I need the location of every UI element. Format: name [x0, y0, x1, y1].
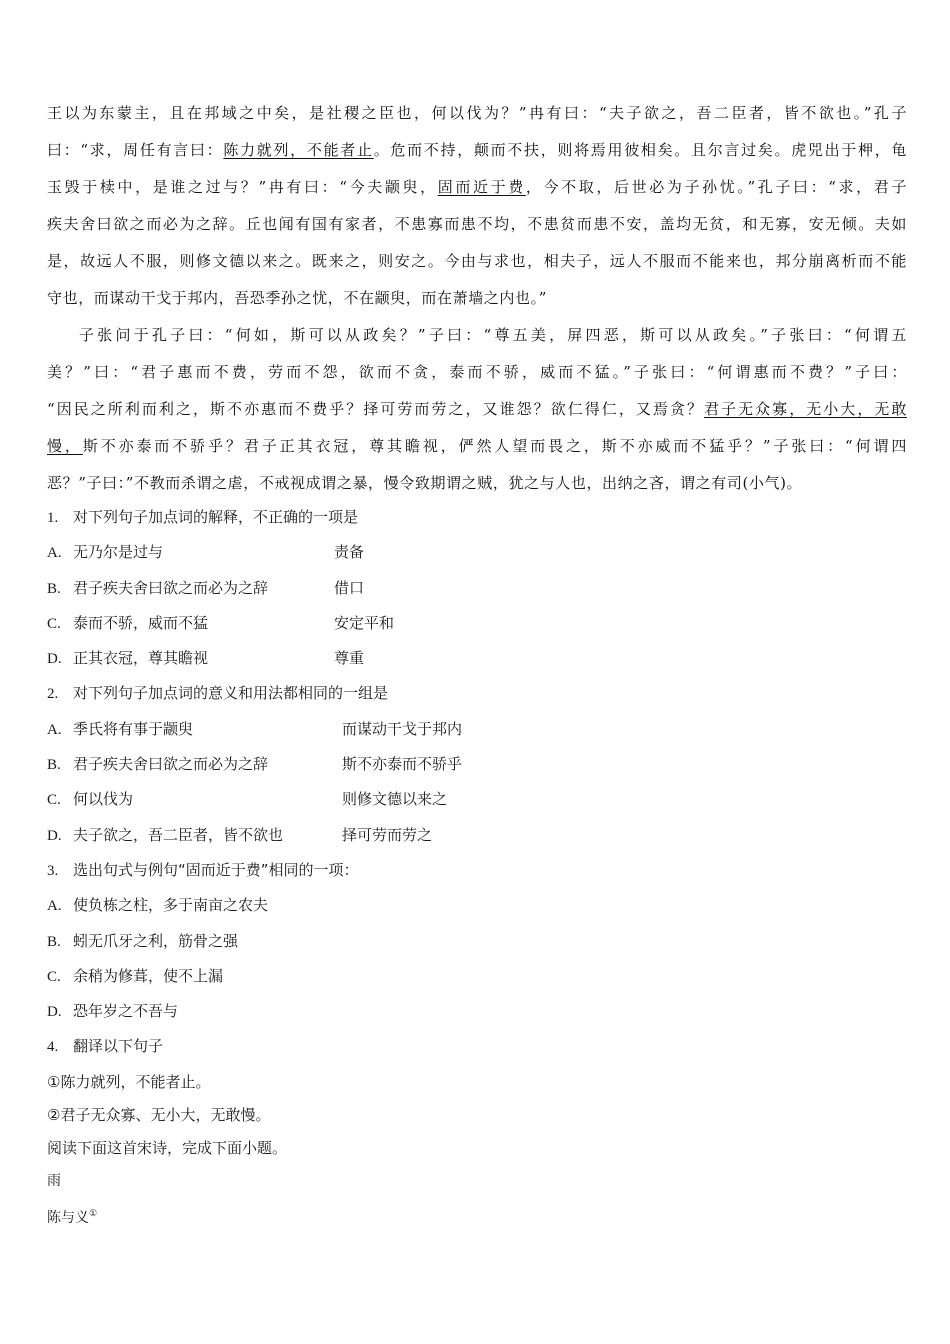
- passage-line: [47, 246, 907, 283]
- option-text: 无乃尔是过与: [73, 543, 164, 562]
- question-1-stem: [47, 503, 907, 538]
- passage-text: 疾夫舍曰欲之而必为之辞。丘也闻有国有家者，不患寡而患不均，不患贫而患不安，盖均无贫，和无寡，安无倾。夫如: [47, 215, 907, 233]
- question-number: 4.: [47, 1039, 59, 1056]
- passage-line: [47, 468, 907, 505]
- option-explanation: 责备: [334, 543, 365, 562]
- option-text: 蚓无爪牙之利，筋骨之强: [73, 931, 239, 950]
- poem-author-text: 陈与义: [47, 1209, 89, 1226]
- instruction-text: 阅读下面这首宋诗，完成下面小题。: [47, 1138, 288, 1157]
- question-stem: 选出句式与例句“固而近于费”相同的一项：: [73, 860, 359, 879]
- poem-author: [47, 1200, 907, 1233]
- passage-text: 守也，而谋动干戈于邦内，吾恐季孙之忧，不在颛臾，而在萧墙之内也。”: [47, 289, 547, 307]
- option-label: C.: [47, 968, 61, 985]
- translation-sentence: 君子无众寡、无小大，无敢慢。: [60, 1105, 271, 1124]
- option-compare-sentence: 择可劳而劳之: [342, 825, 433, 844]
- option-label: D.: [47, 827, 62, 844]
- question-3-option-a: [47, 891, 907, 926]
- circled-number-marker: ②: [47, 1105, 61, 1124]
- passage-line: [47, 135, 907, 172]
- option-label: D.: [47, 651, 62, 668]
- passage-text: 曰：“求，周任有言曰：: [47, 141, 224, 159]
- passage-line: [47, 394, 907, 431]
- poem-title: [47, 1167, 907, 1200]
- option-compare-sentence: 斯不亦泰而不骄乎: [342, 755, 463, 774]
- option-label: A.: [47, 721, 62, 738]
- option-text: 恐年岁之不吾与: [73, 1002, 179, 1021]
- option-label: A.: [47, 898, 62, 915]
- question-2-option-c: [47, 785, 907, 820]
- section-instruction: [47, 1134, 907, 1167]
- passage-line: [47, 98, 907, 135]
- translation-item-1: [47, 1068, 907, 1101]
- question-stem: 对下列句子加点词的意义和用法都相同的一组是: [73, 684, 389, 703]
- option-label: B.: [47, 933, 61, 950]
- question-3-stem: [47, 856, 907, 891]
- question-3-option-d: [47, 997, 907, 1032]
- passage-text: 美？”曰：“君子惠而不费，劳而不怨，欲而不贪，泰而不骄，威而不猛。”子张曰：“何谓惠而不费？”子曰：: [47, 363, 907, 381]
- option-text: 君子疾夫舍曰欲之而必为之辞: [73, 755, 269, 774]
- question-1-option-c: [47, 609, 907, 644]
- question-1-option-d: [47, 644, 907, 679]
- passage-line: [47, 320, 907, 357]
- option-label: C.: [47, 615, 61, 632]
- question-1-option-b: [47, 574, 907, 609]
- question-number: 1.: [47, 510, 59, 526]
- option-label: B.: [47, 757, 61, 774]
- option-explanation: 尊重: [334, 649, 365, 668]
- passage-line: [47, 283, 907, 320]
- option-text: 泰而不骄，威而不猛: [73, 613, 209, 632]
- passage-text: “因民之所利而利之，斯不亦惠而不费乎？择可劳而劳之，又谁怨？欲仁得仁，又焉贪？: [47, 400, 705, 418]
- option-text: 余稍为修葺，使不上漏: [73, 966, 224, 985]
- option-label: D.: [47, 1004, 62, 1021]
- option-label: A.: [47, 545, 62, 562]
- option-explanation: 安定平和: [334, 613, 395, 632]
- passage-text: 玉毁于椟中，是谁之过与？”冉有曰：“今夫颛臾，: [47, 178, 438, 196]
- passage-line: [47, 357, 907, 394]
- question-stem: 翻译以下句子: [73, 1037, 164, 1056]
- question-2-option-d: [47, 821, 907, 856]
- underlined-phrase: 陈力就列，不能者止: [223, 141, 374, 159]
- option-compare-sentence: 则修文德以来之: [342, 790, 448, 809]
- question-list: [47, 503, 907, 1233]
- option-text: 使负栋之柱，多于南亩之农夫: [73, 896, 269, 915]
- circled-number-marker: ①: [47, 1072, 61, 1091]
- passage-text: 恶？”子曰：”不教而杀谓之虐，不戒视成谓之暴，慢令致期谓之贼，犹之与人也，出纳之吝，谓之有司(小气)。: [47, 474, 803, 492]
- option-explanation: 借口: [334, 578, 365, 597]
- option-compare-sentence: 而谋动干戈于邦内: [342, 719, 463, 738]
- option-text: 季氏将有事于颛臾: [73, 719, 194, 738]
- question-number: 2.: [47, 686, 59, 703]
- question-stem: 对下列句子加点词的解释，不正确的一项是: [73, 508, 359, 526]
- passage-text: 。危而不持，颠而不扶，则将焉用彼相矣。且尔言过矣。虎兕出于柙，龟: [373, 141, 907, 159]
- question-4-stem: [47, 1032, 907, 1067]
- passage-text: 子张问于孔子曰：“何如，斯可以从政矣？”子曰：“尊五美，屏四恶，斯可以从政矣。”子张曰：“何谓五: [79, 326, 907, 344]
- question-number: 3.: [47, 862, 59, 879]
- underlined-phrase: 慢，: [47, 437, 83, 455]
- translation-sentence: 陈力就列，不能者止。: [60, 1072, 211, 1091]
- translation-item-2: [47, 1101, 907, 1134]
- question-2-option-b: [47, 750, 907, 785]
- passage-line: [47, 172, 907, 209]
- option-text: 君子疾夫舍曰欲之而必为之辞: [73, 578, 269, 597]
- passage-text: 王以为东蒙主，且在邦域之中矣，是社稷之臣也，何以伐为？”冉有曰：“夫子欲之，吾二臣者，皆不欲也。”孔子: [47, 104, 907, 122]
- passage-line: [47, 209, 907, 246]
- question-2-stem: [47, 679, 907, 714]
- option-text: 夫子欲之，吾二臣者，皆不欲也: [73, 825, 284, 844]
- footnote-marker: ①: [89, 1208, 98, 1219]
- classical-passage: [47, 98, 907, 505]
- underlined-phrase: 固而近于费: [437, 178, 526, 196]
- option-label: B.: [47, 580, 61, 597]
- passage-line: [47, 431, 907, 468]
- question-1-option-a: [47, 538, 907, 573]
- passage-text: ，今不取，后世必为子孙忧。”孔子曰：“求，君子: [525, 178, 907, 196]
- option-text: 何以伐为: [73, 790, 134, 809]
- question-3-option-b: [47, 927, 907, 962]
- passage-text: 是，故远人不服，则修文德以来之。既来之，则安之。今由与求也，相夫子，远人不服而不能来也，邦分崩离析而不能: [47, 252, 907, 270]
- option-text: 正其衣冠，尊其瞻视: [73, 649, 209, 668]
- passage-text: 斯不亦泰而不骄乎？君子正其衣冠，尊其瞻视，俨然人望而畏之，斯不亦威而不猛乎？”子张曰：“何谓四: [82, 437, 907, 455]
- underlined-phrase: 君子无众寡，无小大，无敢: [704, 400, 907, 418]
- poem-title-text: 雨: [47, 1172, 61, 1189]
- option-label: C.: [47, 792, 61, 809]
- question-3-option-c: [47, 962, 907, 997]
- question-2-option-a: [47, 715, 907, 750]
